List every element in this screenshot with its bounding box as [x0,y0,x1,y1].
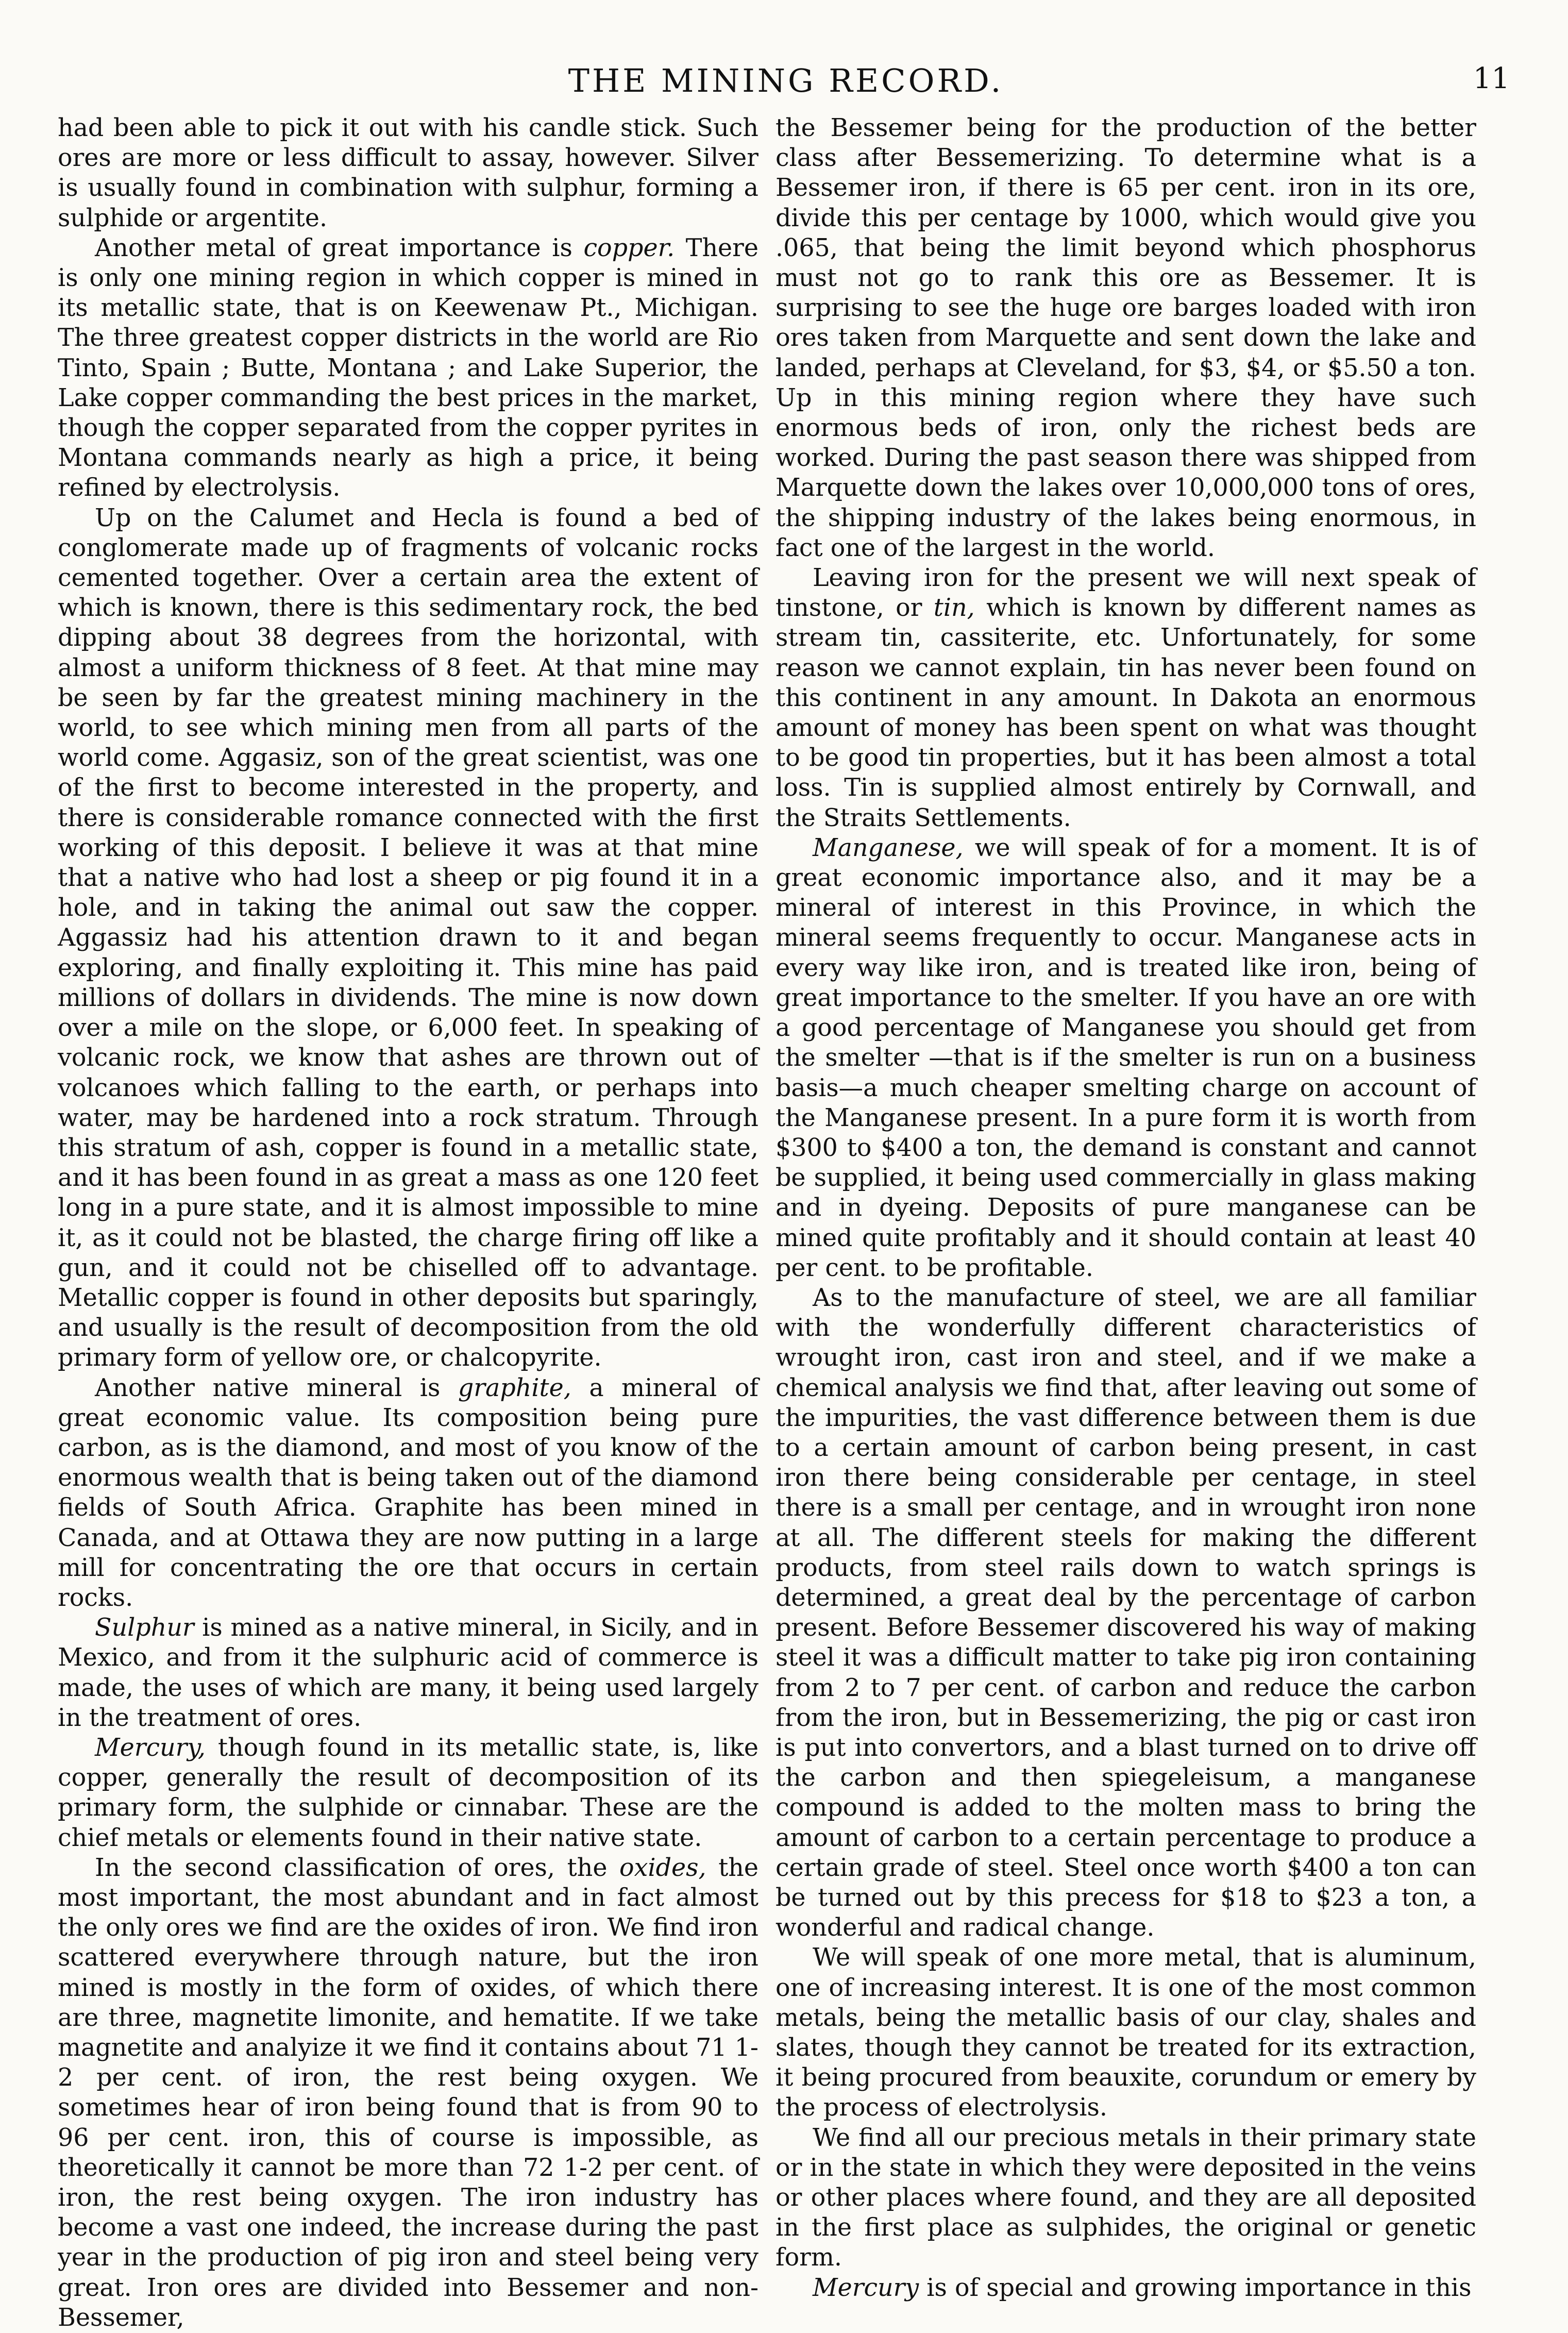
paragraph-tin: Leaving iron for the present we will next speak of tinstone, or tin, which is known by different names as stream tin, cassiterite, etc. Unfortunately, for some reason we cannot explain, tin has never been found on this continent in any amount. In Dakota an enormous amount of money has been spent on what was thought to be good tin properties, but it has been almost a total loss. Tin is supplied almost entirely by Cornwall, and the Straits Settlements. [775,564,1476,832]
paragraph-copper: Another metal of great importance is copper. There is only one mining region in which copper is mined in its metallic state, that is on Keewenaw Pt., Michigan. The three greatest copper districts in the world are Rio Tinto, Spain ; Butte, Montana ; and Lake Superior, the Lake copper commanding the best prices in the market, though the copper separated from the copper pyrites in Montana commands nearly as high a price, it being refined by electrolysis. [58,233,758,502]
paragraph-calumet-hecla: Up on the Calumet and Hecla is found a bed of conglomerate made up of fragments of volcanic rocks cemented together. Over a certain area the extent of which is known, there is this sedimentary rock, the bed dipping about 38 degrees from the horizontal, with almost a uniform thickness of 8 feet. At that mine may be seen by far the greatest mining machinery in the world, to see which mining men from all parts of the world come. Aggasiz, son of the great scientist, was one of the first to become interested in the property, and there is considerable romance connected with the first working of this deposit. I believe it was at that mine that a native who had lost a sheep or pig found it in a hole, and in taking the animal out saw the copper. Aggassiz had his attention drawn to it and began exploring, and finally exploiting it. This mine has paid millions of dollars in dividends. The mine is now down over a mile on the slope, or 6,000 feet. In speaking of volcanic rock, we know that ashes are thrown out of volcanoes which falling to the earth, or perhaps into water, may be hardened into a rock stratum. Through this stratum of ash, copper is found in a metallic state, and it has been found in as great a mass as one 120 feet long in a pure state, and it is almost impossible to mine it, as it could not be blasted, the charge firing off like a gun, and it could not be chiselled off to advantage. Metallic copper is found in other deposits but sparingly, and usually is the result of decomposition from the old primary form of yellow ore, or chalcopyrite. [58,503,758,1372]
paragraph-precious-metals: We find all our precious metals in their primary state or in the state in which they were deposited in the veins or other places where found, and they are all deposited in the first place as sulphides, the original or genetic form. [775,2123,1476,2272]
term-tin: tin, [933,594,975,623]
running-title: THE MINING RECORD. [568,62,1004,99]
right-column [775,113,1476,2303]
term-sulphur: Sulphur [95,1614,194,1642]
paragraph-mercury: Mercury, though found in its metallic state, is, like copper, generally the result of decomposition of its primary form, the sulphide or cinnabar. These are the chief metals or elements found in their native state. [58,1733,758,1852]
paragraph-sulphur: Sulphur is mined as a native mineral, in Sicily, and in Mexico, and from it the sulphuric acid of commerce is made, the uses of which are many, it being used largely in the treatment of ores. [58,1614,758,1732]
left-column [58,113,758,2333]
term-manganese: Manganese, [813,833,964,862]
paragraph-bessemer: the Bessemer being for the production of the better class after Bessemerizing. To determine what is a Bessemer iron, if there is 65 per cent. iron in its ore, divide this per centage by 1000, which would give you .065, that being the limit beyond which phosphorus must not go to rank this ore as Bessemer. It is surprising to see the huge ore barges loaded with iron ores taken from Marquette and sent down the lake and landed, perhaps at Cleveland, for $3, $4, or $5.50 a ton. Up in this mining region where they have such enormous beds of iron, only the richest beds are worked. During the past season there was shipped from Marquette down the lakes over 10,000,000 tons of ores, the shipping industry of the lakes being enormous, in fact one of the largest in the world. [775,114,1476,562]
paragraph-aluminum: We will speak of one more metal, that is aluminum, one of increasing interest. It is one of the most common metals, being the metallic basis of our clay, shales and slates, though they cannot be treated for its extraction, it being procured from beauxite, corundum or emery by the process of electrolysis. [775,1943,1476,2122]
term-mercury: Mercury, [95,1733,206,1762]
paragraph: had been able to pick it out with his candle stick. Such ores are more or less difficult to assay, however. Silver is usually found in combination with sulphur, forming a sulphide or argentite. [58,114,758,232]
paragraph-steel: As to the manufacture of steel, we are all familiar with the wonderfully different characteristics of wrought iron, cast iron and steel, and if we make a chemical analysis we find that, after leaving out some of the impurities, the vast difference between them is due to a certain amount of carbon being present, in cast iron there being considerable per centage, in steel there is a small per centage, and in wrought iron none at all. The different steels for making the different products, from steel rails down to watch springs is determined, a great deal by the percentage of carbon present. Before Bessemer discovered his way of making steel it was a difficult matter to take pig iron containing from 2 to 7 per cent. of carbon and reduce the carbon from the iron, but in Bessemerizing, the pig or cast iron is put into convertors, and a blast turned on to drive off the carbon and then spiegeleisum, a manganese compound is added to the molten mass to bring the amount of carbon to a certain percentage to produce a certain grade of steel. Steel once worth $400 a ton can be turned out by this precess for $18 to $23 a ton, a wonderful and radical change. [775,1283,1476,1942]
term-copper: copper. [583,233,675,262]
page-header [62,62,1510,108]
term-mercury: Mercury [813,2273,919,2302]
paragraph-manganese: Manganese, we will speak of for a moment. It is of great economic importance also, and it may be a mineral of interest in this Province, in which the mineral seems frequently to occur. Manganese acts in every way like iron, and is treated like iron, being of great importance to the smelter. If you have an ore with a good percentage of Manganese you should get from the smelter —that is if the smelter is run on a business basis—a much cheaper smelting charge on account of the Manganese present. In a pure form it is worth from $300 to $400 a ton, the demand is constant and cannot be supplied, it being used commercially in glass making and in dyeing. Deposits of pure manganese can be mined quite profitably and it should contain at least 40 per cent. to be profitable. [775,833,1476,1282]
paragraph-graphite: Another native mineral is graphite, a mineral of great economic value. Its composition being pure carbon, as is the diamond, and most of you know of the enormous wealth that is being taken out of the diamond fields of South Africa. Graphite has been mined in Canada, and at Ottawa they are now putting in a large mill for concentrating the ore that occurs in certain rocks. [58,1373,758,1612]
paragraph-mercury-importance: Mercury is of special and growing importance in this [813,2273,1472,2302]
term-graphite: graphite, [458,1373,571,1402]
page-number: 11 [1473,62,1510,95]
paragraph-oxides: In the second classification of ores, the oxides, the most important, the most abundant and in fact almost the only ores we find are the oxides of iron. We find iron scattered everywhere through nature, but the iron mined is mostly in the form of oxides, of which there are three, magnetite limonite, and hematite. If we take magnetite and analyize it we find it contains about 71 1-2 per cent. of iron, the rest being oxygen. We sometimes hear of iron being found that is from 90 to 96 per cent. iron, this of course is impossible, as theoretically it cannot be more than 72 1-2 per cent. of iron, the rest being oxygen. The iron industry has become a vast one indeed, the increase during the past year in the production of pig iron and steel being very great. Iron ores are divided into Bessemer and non-Bessemer, [58,1853,759,2332]
term-oxides: oxides, [619,1853,706,1882]
